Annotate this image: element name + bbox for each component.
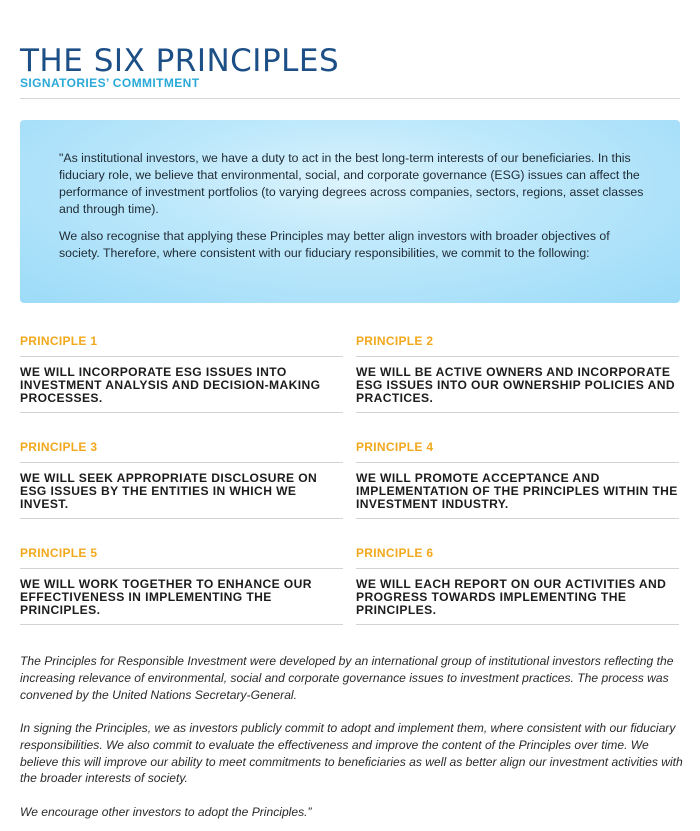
principle-text: WE WILL SEEK APPROPRIATE DISCLOSURE ON ESG ISSUES BY THE ENTITIES IN WHICH WE INVEST. — [20, 471, 318, 512]
principle-text: WE WILL BE ACTIVE OWNERS AND INCORPORATE ESG ISSUES INTO OUR OWNERSHIP POLICIES AND PRACTICES. — [356, 365, 675, 406]
principle-text: WE WILL WORK TOGETHER TO ENHANCE OUR EFFECTIVENESS IN IMPLEMENTING THE PRINCIPLES. — [20, 577, 312, 618]
principle-divider — [356, 624, 679, 625]
footer-paragraph-1: The Principles for Responsible Investment were developed by an international group of institutional investors reflecting the increasing relevance of environmental, social and corporate governance issues to investment practices. The process was convened by the United Nations Secretary-General. — [20, 654, 674, 702]
principle-divider — [20, 518, 343, 519]
principle-divider — [356, 356, 679, 357]
quote-paragraph-2: We also recognise that applying these Principles may better align investors with broader objectives of society. Therefore, where consistent with our fiduciary responsibilities, we commit to the following: — [59, 229, 610, 260]
principle-text: WE WILL EACH REPORT ON OUR ACTIVITIES AND PROGRESS TOWARDS IMPLEMENTING THE PRINCIPLES. — [356, 577, 667, 618]
footer-paragraph-3: We encourage other investors to adopt the Principles.” — [20, 805, 312, 819]
principle-label: PRINCIPLE 5 — [20, 546, 98, 560]
principle-divider — [20, 462, 343, 463]
principle-divider — [20, 412, 343, 413]
header-divider — [20, 98, 680, 99]
principle-label: PRINCIPLE 6 — [356, 546, 434, 560]
principle-divider — [20, 356, 343, 357]
principle-text: WE WILL INCORPORATE ESG ISSUES INTO INVESTMENT ANALYSIS AND DECISION-MAKING PROCESSES. — [20, 365, 321, 406]
quote-paragraph-1: "As institutional investors, we have a duty to act in the best long-term interests of our beneficiaries. In this fiduciary role, we believe that environmental, social, and corporate governance (ESG) issues can affect the performance of investment portfolios (to varying degrees across companies, sectors, regions, asset classes and through time). — [59, 151, 644, 216]
principle-divider — [356, 462, 679, 463]
principle-divider — [356, 412, 679, 413]
principle-divider — [356, 568, 679, 569]
footer-paragraph-2: In signing the Principles, we as investors publicly commit to adopt and implement them, where consistent with our fiduciary responsibilities. We also commit to evaluate the effectiveness and improve the content of the Principles over time. We believe this will improve our ability to meet commitments to beneficiaries as well as better align our investment activities with the broader interests of society. — [20, 721, 683, 786]
principle-divider — [356, 518, 679, 519]
principle-divider — [20, 568, 343, 569]
principle-text: WE WILL PROMOTE ACCEPTANCE AND IMPLEMENTATION OF THE PRINCIPLES WITHIN THE INVESTMENT INDUSTRY. — [356, 471, 678, 512]
principle-label: PRINCIPLE 2 — [356, 334, 434, 348]
page-subtitle: SIGNATORIES’ COMMITMENT — [20, 76, 200, 90]
page-title: THE SIX PRINCIPLES — [20, 42, 340, 79]
principle-label: PRINCIPLE 4 — [356, 440, 434, 454]
principle-divider — [20, 624, 343, 625]
principle-label: PRINCIPLE 1 — [20, 334, 98, 348]
principle-label: PRINCIPLE 3 — [20, 440, 98, 454]
